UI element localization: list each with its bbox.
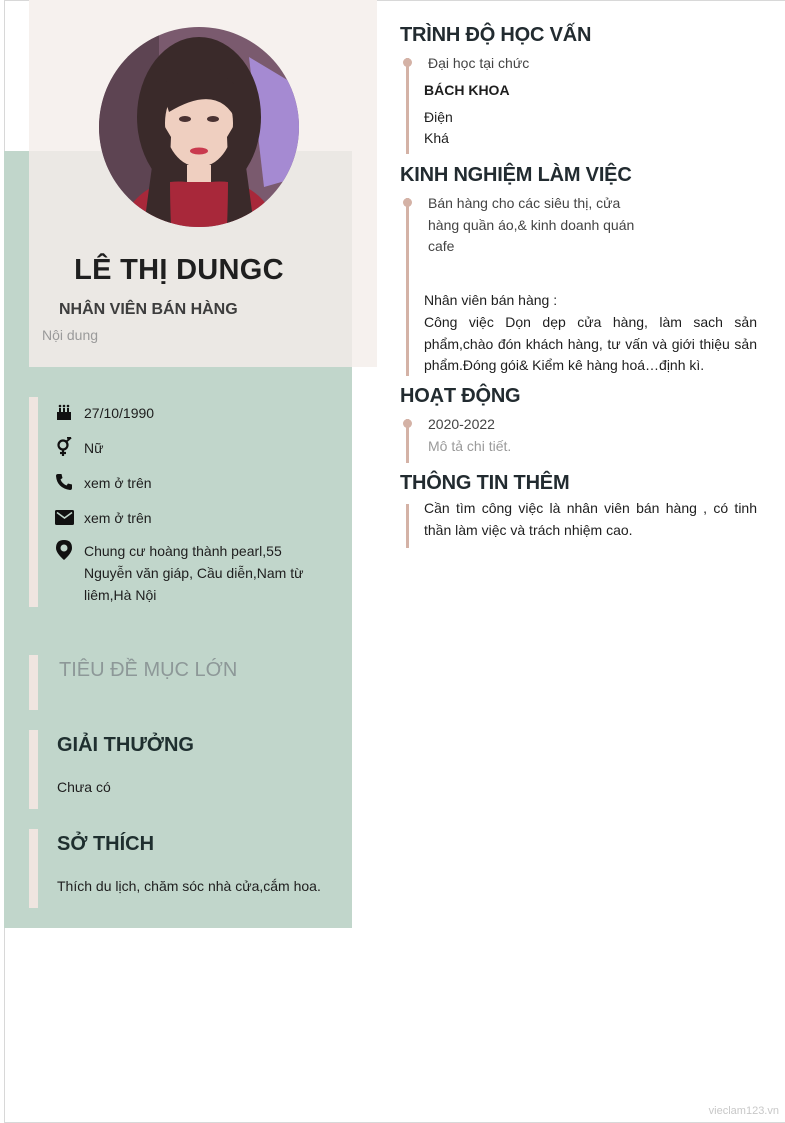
- extra-text: Cần tìm công việc là nhân viên bán hàng , có tinh thần làm việc và trách nhiệm cao.: [424, 500, 757, 538]
- education-major: Điện: [424, 109, 453, 125]
- contact-birthday: [54, 402, 329, 424]
- experience-heading: KINH NGHIỆM LÀM VIỆC: [400, 164, 632, 186]
- big-title-heading: TIÊU ĐỀ MỤC LỚN: [59, 659, 238, 681]
- contact-address: [54, 540, 329, 606]
- big-title-accent-bar: [29, 655, 38, 710]
- experience-position: Nhân viên bán hàng :: [424, 292, 558, 308]
- extra-heading: THÔNG TIN THÊM: [400, 472, 570, 494]
- contact-phone: [54, 472, 329, 494]
- gender-icon: [54, 437, 74, 457]
- avatar: [99, 27, 299, 227]
- contact-gender: [54, 437, 329, 459]
- phone-icon: [54, 472, 74, 492]
- education-grade: Khá: [424, 130, 449, 146]
- activities-timeline-dot: [403, 419, 412, 428]
- hobbies-text: Thích du lịch, chăm sóc nhà cửa,cắm hoa.: [57, 878, 321, 894]
- birthday-value: 27/10/1990: [84, 405, 155, 421]
- full-name: LÊ THỊ DUNGC: [74, 254, 284, 286]
- education-timeline-dot: [403, 58, 412, 67]
- contact-accent-bar: [29, 397, 38, 607]
- gender-value: Nữ: [84, 440, 104, 456]
- extra-timeline-line: [406, 504, 409, 548]
- contact-email: [54, 507, 329, 529]
- location-pin-icon: [54, 540, 74, 560]
- activities-detail: Mô tả chi tiết.: [428, 438, 512, 454]
- awards-heading: GIẢI THƯỞNG: [57, 734, 194, 756]
- job-title: NHÂN VIÊN BÁN HÀNG: [59, 301, 238, 318]
- awards-accent-bar: [29, 730, 38, 809]
- education-timeline-line: [406, 58, 409, 154]
- watermark: vieclam123.vn: [708, 1105, 779, 1117]
- hobbies-accent-bar: [29, 829, 38, 908]
- education-type: Đại học tại chức: [428, 55, 530, 71]
- hobbies-heading: SỞ THÍCH: [57, 833, 155, 855]
- awards-text: Chưa có: [57, 779, 111, 795]
- experience-company: Bán hàng cho các siêu thị, cửa hàng quần áo,& kinh doanh quán cafe: [428, 195, 635, 254]
- birthday-cake-icon: [54, 402, 74, 422]
- education-heading: TRÌNH ĐỘ HỌC VẤN: [400, 24, 592, 46]
- email-value: xem ở trên: [84, 510, 152, 526]
- education-school: BÁCH KHOA: [424, 82, 510, 98]
- sub-content: Nội dung: [42, 327, 99, 343]
- email-icon: [54, 507, 74, 527]
- activities-heading: HOẠT ĐỘNG: [400, 385, 521, 407]
- experience-description: Công việc Dọn dẹp cửa hàng, làm sach sản phẩm,chào đón khách hàng, tư vấn và giới thiệu sản phẩm.Đóng gói& Kiểm kê hàng hoá…định kì.: [424, 314, 757, 373]
- phone-value: xem ở trên: [84, 475, 152, 491]
- activities-period: 2020-2022: [428, 416, 495, 432]
- address-value: Chung cư hoàng thành pearl,55 Nguyễn văn giáp, Cầu diễn,Nam từ liêm,Hà Nội: [84, 543, 304, 603]
- experience-timeline-line: [406, 198, 409, 376]
- experience-timeline-dot: [403, 198, 412, 207]
